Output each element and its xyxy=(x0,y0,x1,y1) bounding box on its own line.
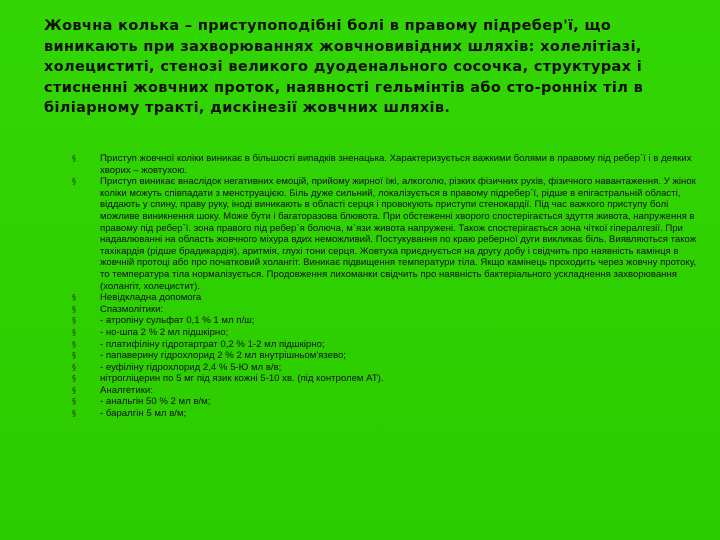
list-item-text: - еуфіліну гідрохлорид 2,4 % 5-Ю мл в/в; xyxy=(100,361,282,373)
bullet-icon: § xyxy=(72,316,76,326)
list-item-text: - атропіну сульфат 0,1 % 1 мл п/ш; xyxy=(100,315,255,327)
bullet-icon: § xyxy=(72,339,76,349)
list-item xyxy=(72,176,700,292)
list-item xyxy=(72,304,700,316)
bullet-icon: § xyxy=(72,409,76,419)
list-item xyxy=(72,408,700,420)
list-item-text: - папаверину гідрохлорид 2 % 2 мл внутрішньом'язево; xyxy=(100,350,346,362)
bullet-icon: § xyxy=(72,177,76,187)
list-item xyxy=(72,292,700,304)
bullet-icon: § xyxy=(72,374,76,384)
list-item-text: Приступ жовчної коліки виникає в більшості випадків зненацька. Характеризується важкими болями в правому під ребер`ї і в деяких хворих – жовтухою. xyxy=(100,153,692,176)
bullet-icon: § xyxy=(72,397,76,407)
bullet-icon: § xyxy=(72,154,76,163)
list-item xyxy=(72,327,700,339)
list-item xyxy=(72,350,700,362)
list-item-text: - платифіліну гідротартрат 0,2 % 1-2 мл підшкірно; xyxy=(100,338,325,350)
list-item-text: - но-шпа 2 % 2 мл підшкірно; xyxy=(100,326,229,338)
list-item-text: Невідкладна допомога xyxy=(100,292,202,304)
bullet-icon: § xyxy=(72,327,76,337)
list-item xyxy=(72,373,700,385)
bullet-icon: § xyxy=(72,304,76,314)
list-item xyxy=(72,362,700,374)
bullet-icon: § xyxy=(72,362,76,372)
list-item xyxy=(72,339,700,351)
list-item-text: Приступ виникає внаслідок негативних емоцій, прийому жирної їжі, алкоголю, різких фізичних рухів, фізичного навантаження. У жінок коліки можуть співпадати з менструацією. Біль дуже сильний, локалізується в правому підребер`ї, рідше в епігастральній області, віддають у спину, праву руку, іноді виникають в області серця і провокують приступи стенокардії. Під час важкого приступу болі можливе виникнення шоку. Може бути і багаторазова блювота. При обстеженні хворого спостерігається здуття живота, напруження в правому під ребер`ї. зона правого під ребер`я болюча, м`язи живота напружені. Також спостерігається зона чіткої гіпералгезії. При надавлюванні на область жовчного міхура вдих неможливий. Постукування по краю реберної дуги викликає біль. Виявляються також тахікардія (рідше брадикардія), аритмія, глухі тони серця. Жовтуха приєднується на другу добу і свідчить про наявність камінця в жовчній протоці або про початковий холангіт. Виникає підвищення температури тіла. Якщо камінець проходить через жовчну протоку, то температура тіла нормалізується. Продовження лихоманки свідчить про наявність бактеріального ускладнення захворювання (холангіт, холецистит). xyxy=(100,176,697,292)
list-item xyxy=(72,315,700,327)
content-list xyxy=(72,153,700,420)
bullet-icon: § xyxy=(72,293,76,303)
list-item-text: Аналгетики: xyxy=(100,384,153,396)
list-item xyxy=(72,396,700,408)
list-item-text: - анальгін 50 % 2 мл в/м; xyxy=(100,396,211,408)
list-item-text: нітрогліцерин по 5 мг під язик кожні 5-10 хв. (під контролем АТ). xyxy=(100,373,384,385)
list-item-text: Спазмолітики: xyxy=(100,303,164,315)
list-item xyxy=(72,385,700,397)
bullet-icon: § xyxy=(72,351,76,361)
bullet-icon: § xyxy=(72,385,76,395)
list-item xyxy=(72,153,700,176)
slide-title: Жовчна колька – приступоподібні болі в правому підребер'ї, що виникають при захворюваннях жовчновивідних шляхів: холелітіазі, холециститі, стенозі великого дуоденального сосочка, структурах і стисненні жовчних проток, наявності гельмінтів або сто-ронніх тіл в біліарному тракті, дискінезії жовчних шляхів. xyxy=(44,18,644,116)
list-item-text: - баралгін 5 мл в/м; xyxy=(100,408,187,420)
